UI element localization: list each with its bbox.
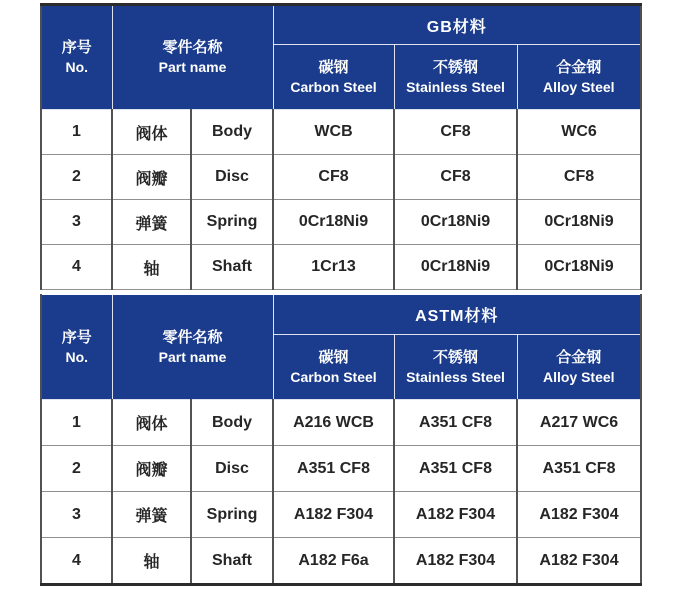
header-group-astm: ASTM材料 (273, 295, 641, 335)
header-stainless-steel-en: Stainless Steel (406, 368, 505, 385)
header-part-name-cn: 零件名称 (162, 328, 223, 346)
astm-materials-table (40, 294, 642, 586)
cell-stainless: A182 F304 (394, 492, 517, 538)
header-stainless-steel (394, 335, 517, 400)
cell-alloy: A351 CF8 (517, 446, 641, 492)
header-part-name-en: Part name (158, 59, 227, 75)
cell-part-cn: 弹簧 (112, 200, 191, 245)
header-alloy-steel (517, 45, 641, 110)
cell-part-en: Disc (191, 446, 273, 492)
cell-part-en: Shaft (191, 538, 273, 585)
cell-alloy: 0Cr18Ni9 (517, 245, 641, 290)
cell-carbon: A182 F6a (273, 538, 394, 585)
cell-stainless: 0Cr18Ni9 (394, 245, 517, 290)
header-group-gb: GB材料 (273, 5, 641, 45)
header-stainless-steel-cn: 不锈钢 (433, 58, 479, 76)
cell-no: 3 (41, 200, 112, 245)
header-no (41, 5, 112, 110)
header-alloy-steel-cn: 合金钢 (556, 348, 602, 366)
cell-part-cn: 弹簧 (112, 492, 191, 538)
cell-no: 1 (41, 110, 112, 155)
cell-stainless: CF8 (394, 155, 517, 200)
table-row (41, 155, 641, 200)
header-carbon-steel-cn: 碳钢 (318, 348, 349, 366)
cell-no: 4 (41, 538, 112, 585)
cell-part-en: Disc (191, 155, 273, 200)
cell-part-en: Spring (191, 200, 273, 245)
cell-part-cn: 阀体 (112, 110, 191, 155)
cell-alloy: 0Cr18Ni9 (517, 200, 641, 245)
header-alloy-steel-en: Alloy Steel (542, 78, 615, 95)
header-alloy-steel-cn: 合金钢 (556, 58, 602, 76)
cell-stainless: 0Cr18Ni9 (394, 200, 517, 245)
cell-part-en: Shaft (191, 245, 273, 290)
cell-stainless: A351 CF8 (394, 446, 517, 492)
header-carbon-steel (273, 335, 394, 400)
cell-no: 2 (41, 155, 112, 200)
cell-alloy: CF8 (517, 155, 641, 200)
cell-part-cn: 阀瓣 (112, 155, 191, 200)
table-row (41, 245, 641, 290)
cell-part-cn: 阀体 (112, 400, 191, 446)
table-row (41, 492, 641, 538)
cell-part-cn: 阀瓣 (112, 446, 191, 492)
cell-part-cn: 轴 (112, 245, 191, 290)
table-row (41, 110, 641, 155)
header-stainless-steel (394, 45, 517, 110)
table-row (41, 400, 641, 446)
cell-no: 4 (41, 245, 112, 290)
gb-materials-table (40, 3, 642, 290)
cell-carbon: 0Cr18Ni9 (273, 200, 394, 245)
header-carbon-steel-en: Carbon Steel (290, 78, 377, 95)
header-part-name (112, 5, 273, 110)
header-part-name-cn: 零件名称 (162, 39, 223, 56)
header-stainless-steel-en: Stainless Steel (406, 78, 505, 95)
cell-alloy: A182 F304 (517, 538, 641, 585)
header-part-name (112, 295, 273, 400)
header-no-cn: 序号 (61, 328, 92, 346)
astm-header-row-top (41, 295, 641, 335)
cell-part-cn: 轴 (112, 538, 191, 585)
gb-header-row-top (41, 5, 641, 45)
cell-carbon: A182 F304 (273, 492, 394, 538)
cell-carbon: CF8 (273, 155, 394, 200)
header-no (41, 295, 112, 400)
header-part-name-en: Part name (158, 348, 227, 365)
header-alloy-steel (517, 335, 641, 400)
cell-no: 2 (41, 446, 112, 492)
cell-part-en: Body (191, 400, 273, 446)
cell-carbon: 1Cr13 (273, 245, 394, 290)
cell-alloy: A217 WC6 (517, 400, 641, 446)
header-stainless-steel-cn: 不锈钢 (433, 348, 479, 366)
cell-stainless: CF8 (394, 110, 517, 155)
cell-no: 1 (41, 400, 112, 446)
cell-alloy: WC6 (517, 110, 641, 155)
header-no-en: No. (65, 59, 89, 75)
cell-stainless: A351 CF8 (394, 400, 517, 446)
header-carbon-steel-en: Carbon Steel (290, 368, 377, 385)
header-carbon-steel (273, 45, 394, 110)
cell-carbon: WCB (273, 110, 394, 155)
header-alloy-steel-en: Alloy Steel (542, 368, 615, 385)
table-row (41, 200, 641, 245)
cell-stainless: A182 F304 (394, 538, 517, 585)
cell-carbon: A351 CF8 (273, 446, 394, 492)
cell-part-en: Body (191, 110, 273, 155)
header-no-cn: 序号 (61, 39, 92, 56)
cell-part-en: Spring (191, 492, 273, 538)
materials-tables-container (40, 3, 640, 586)
cell-alloy: A182 F304 (517, 492, 641, 538)
header-no-en: No. (65, 348, 89, 365)
table-row (41, 538, 641, 585)
table-row (41, 446, 641, 492)
cell-carbon: A216 WCB (273, 400, 394, 446)
header-carbon-steel-cn: 碳钢 (318, 58, 349, 76)
cell-no: 3 (41, 492, 112, 538)
